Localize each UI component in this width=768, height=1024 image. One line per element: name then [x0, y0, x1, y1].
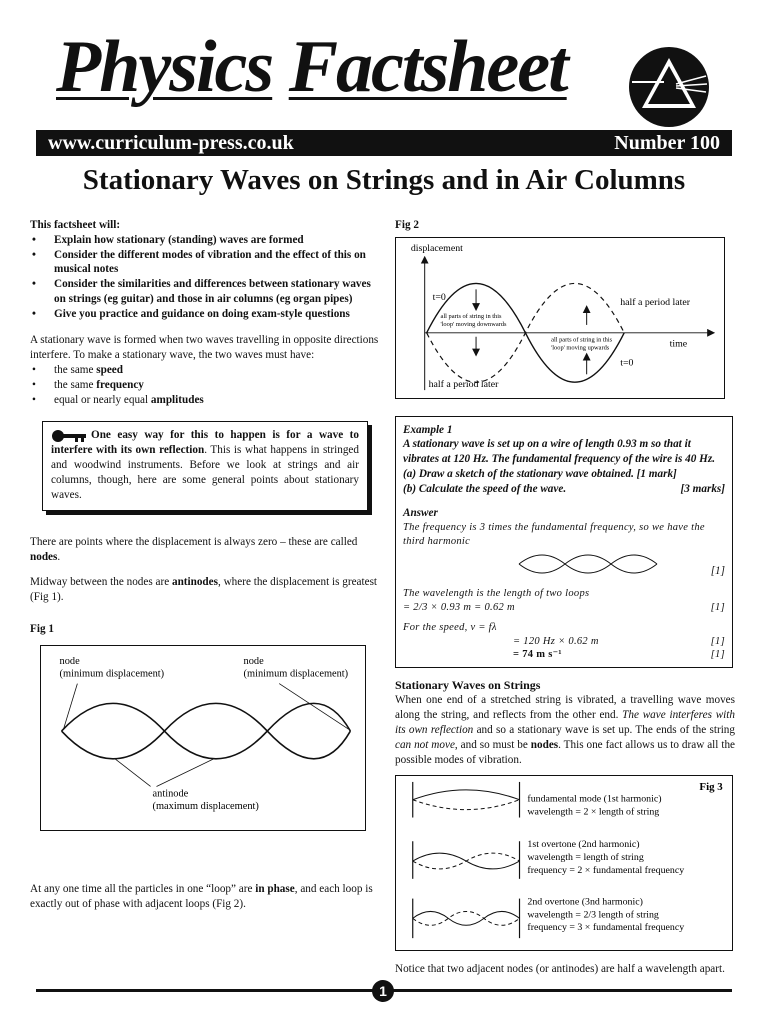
aims-item: • Explain how stationary (standing) waves are formed [30, 233, 380, 248]
fig2-down-note: all parts of string in this [440, 312, 502, 320]
example-box [395, 416, 733, 668]
intro-paragraph: A stationary wave is formed when two waves travelling in opposite directions interfere. To make a stationary wave, the two waves must have: [30, 334, 379, 362]
fig1-node-label-right: node [243, 655, 264, 667]
fig3-mode3-wave [413, 912, 520, 926]
aims-item: • Consider the similarities and differences between stationary waves on strings (eg guitar) and those in air columns (eg organ pipes) [30, 277, 380, 307]
example-question-a: (a) Draw a sketch of the stationary wave obtained. [1 mark] [403, 467, 677, 480]
fig1-wave-lower [62, 731, 351, 759]
fig2-half-period-right: half a period later [620, 296, 691, 308]
answer-line-2a: The wavelength is the length of two loops [403, 587, 590, 599]
fig3-mode1-wave [413, 790, 520, 800]
fig3-mode1-title: fundamental mode (1st harmonic) [527, 794, 662, 806]
fig2-displacement-label: displacement [410, 242, 463, 254]
fig3-mode2-frequency: frequency = 2 × fundamental frequency [527, 865, 685, 877]
antinodes-paragraph: Midway between the nodes are antinodes, where the displacement is greatest (Fig 1). [30, 575, 378, 603]
fig2-time-label: time [669, 338, 688, 350]
key-point-box [42, 421, 368, 511]
key-point-rest: . This is what happens in stringed and woodwind instruments. Before we look at strings and air columns, though, here are some general points about stationary waves. [51, 444, 359, 501]
fig1-diagram [40, 645, 366, 831]
fig3-mode3-frequency: frequency = 3 × fundamental frequency [527, 922, 685, 934]
requirement-item: • the same speed [30, 363, 380, 378]
aims-list [30, 233, 380, 322]
mark-1: [1] [710, 565, 725, 578]
fig3-mode2-title: 1st overtone (2nd harmonic) [527, 839, 640, 851]
fig3-label: Fig 3 [699, 781, 723, 794]
fig3-mode3-title: 2nd overtone (3nd harmonic) [527, 896, 643, 908]
fig1-node-label-left: node [59, 655, 80, 667]
nodes-paragraph: There are points where the displacement is always zero – these are called nodes. [30, 536, 358, 564]
fig1-antinode-sub: (maximum displacement) [152, 801, 259, 813]
answer-line-2b: = 2/3 × 0.93 m = 0.62 m [1] [403, 601, 725, 613]
fig2-down-note: 'loop' moving downwards [440, 320, 507, 328]
strings-paragraph: When one end of a stretched string is vibrated, a travelling wave moves along the string, and reflects from the other end. The wave interferes with its own reflection and so a stationary wave is set up. The ends of the string can not move, and so must be nodes. This one fact allows us to draw all the possible modes of vibration. [395, 694, 735, 766]
example-title: Example 1 [403, 423, 453, 436]
website-link[interactable]: www.curriculum-press.co.uk [48, 131, 294, 154]
masthead-title [56, 26, 567, 108]
fig2-diagram [395, 237, 725, 399]
fig2-label: Fig 2 [395, 219, 419, 231]
answer-line-3a: For the speed, v = fλ [403, 621, 497, 633]
fig1-pointer [115, 759, 151, 787]
aims-intro: This factsheet will: [30, 219, 121, 231]
fig2-up-note: 'loop' moving upwards [551, 344, 610, 352]
fig1-wave-upper [62, 704, 351, 732]
fig2-half-period-left: half a period later [428, 378, 499, 390]
example-question-b: (b) Calculate the speed of the wave. [3 marks] [403, 482, 725, 495]
fig1-label: Fig 1 [30, 623, 54, 636]
aims-item: • Give you practice and guidance on doing exam-style questions [30, 307, 380, 322]
fig2-t0-left: t=0 [432, 292, 446, 304]
key-icon [51, 429, 87, 443]
aims-item: • Consider the different modes of vibration and the effect of this on musical notes [30, 248, 380, 278]
fig1-node-sub-right: (minimum displacement) [243, 668, 349, 680]
fig3-mode1-wavelength: wavelength = 2 × length of string [527, 806, 660, 818]
page-title: Stationary Waves on Strings and in Air Columns [82, 164, 686, 196]
requirement-item: • equal or nearly equal amplitudes [30, 393, 380, 408]
phase-paragraph: At any one time all the particles in one “loop” are in phase, and each loop is exactly out of phase with adjacent loops (Fig 2). [30, 882, 373, 910]
fig2-up-note: all parts of string in this [551, 336, 613, 344]
fig3-mode2-wave [413, 853, 520, 869]
requirement-item: • the same frequency [30, 378, 380, 393]
example-body: A stationary wave is set up on a wire of length 0.93 m so that it vibrates at 120 Hz. The fundamental frequency of the wire is 40 Hz. [403, 438, 716, 466]
fig1-pointer [279, 684, 348, 730]
answer-line-1: The frequency is 3 times the fundamental frequency, so we have the third harmonic [403, 522, 705, 548]
requirements-list [30, 363, 380, 407]
answer-line-3b: = 120 Hz × 0.62 m [1] [513, 635, 725, 647]
prism-logo-icon [628, 46, 710, 128]
left-column [30, 218, 380, 912]
masthead-word-physics: Physics [56, 26, 273, 108]
page-number: 1 [372, 980, 394, 1002]
fig3-mode3-wave [413, 912, 520, 926]
answer-title: Answer [403, 507, 438, 520]
third-harmonic-sketch [515, 549, 665, 579]
fig3-mode1-wave [413, 800, 520, 810]
issue-number: Number 100 [614, 131, 720, 154]
masthead-word-factsheet: Factsheet [288, 26, 567, 108]
right-column [395, 218, 735, 977]
fig2-t0-right: t=0 [620, 357, 634, 369]
answer-sketch-row [403, 549, 725, 579]
fig1-antinode-label: antinode [152, 788, 189, 800]
fig3-mode3-wavelength: wavelength = 2/3 length of string [527, 909, 659, 921]
fig1-node-sub-left: (minimum displacement) [59, 668, 165, 680]
answer-line-3c: = 74 m s⁻¹ [1] [513, 649, 725, 661]
strings-heading: Stationary Waves on Strings [395, 677, 541, 692]
key-point-bold: One easy way for this to happen is for a wave to interfere with its own reflection [51, 429, 359, 457]
fig1-pointer [157, 759, 214, 787]
fig3-diagram [395, 775, 733, 951]
fig3-mode2-wavelength: wavelength = length of string [527, 852, 644, 864]
header-bar [36, 130, 732, 156]
notice-paragraph: Notice that two adjacent nodes (or antinodes) are half a wavelength apart. [395, 963, 725, 976]
